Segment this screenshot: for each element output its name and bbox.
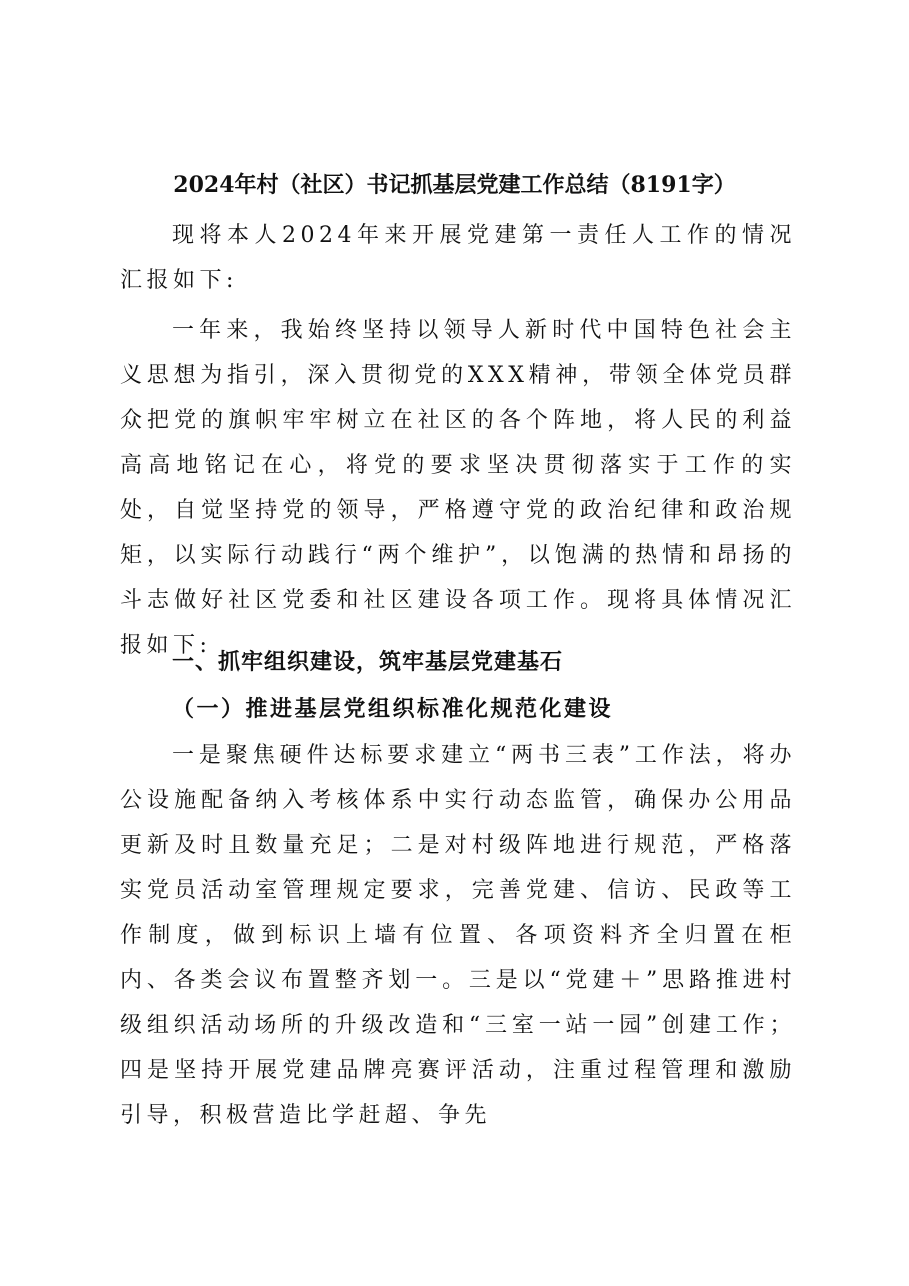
subsection-heading: （一）推进基层党组织标准化规范化建设 bbox=[172, 696, 614, 722]
summary-paragraph: 一年来，我始终坚持以领导人新时代中国特色社会主义思想为指引，深入贯彻党的XXX精神，带领全体党员群众把党的旗帜牢牢树立在社区的各个阵地，将人民的利益高高地铭记在心，将党的要求坚决贯彻落实于工作的实处，自觉坚持党的领导，严格遵守党的政治纪律和政治规矩，以实际行动践行“两个维护”，以饱满的热情和昂扬的斗志做好社区党委和社区建设各项工作。现将具体情况汇报如下: bbox=[120, 318, 796, 658]
document-title: 2024年村（社区）书记抓基层党建工作总结（8191字） bbox=[173, 172, 736, 198]
section-heading: 一、抓牢组织建设，筑牢基层党建基石 bbox=[172, 650, 564, 675]
section-paragraph: 一是聚焦硬件达标要求建立“两书三表”工作法，将办公设施配备纳入考核体系中实行动态监管，确保办公用品更新及时且数量充足；二是对村级阵地进行规范，严格落实党员活动室管理规定要求，完善党建、信访、民政等工作制度，做到标识上墙有位置、各项资料齐全归置在柜内、各类会议布置整齐划一。三是以“党建＋”思路推进村级组织活动场所的升级改造和“三室一站一园”创建工作；四是坚持开展党建品牌亮赛评活动，注重过程管理和激励引导，积极营造比学赶超、争先 bbox=[120, 743, 796, 1128]
intro-paragraph: 现将本人2024年来开展党建第一责任人工作的情况汇报如下: bbox=[120, 223, 796, 293]
